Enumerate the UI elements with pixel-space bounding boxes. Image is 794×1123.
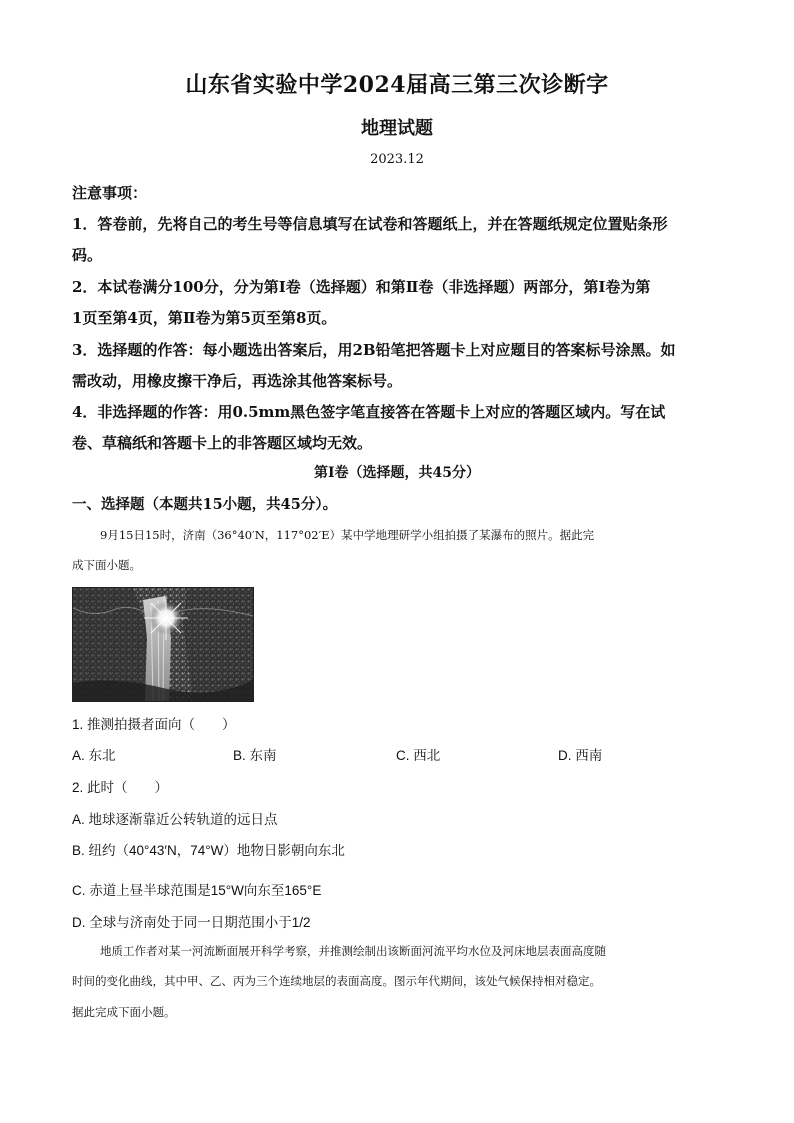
notice-line: 2．本试卷满分100分，分为第Ⅰ卷（选择题）和第Ⅱ卷（非选择题）两部分，第Ⅰ卷为第 bbox=[72, 278, 651, 296]
q1-stem: 1. 推测拍摄者面向（ ） bbox=[72, 717, 236, 732]
passage1-line: 成下面小题。 bbox=[72, 558, 141, 572]
notice-line: 需改动，用橡皮擦干净后，再选涂其他答案标号。 bbox=[72, 372, 403, 390]
passage2-line: 地质工作者对某一河流断面展开科学考察，并推测绘制出该断面河流平均水位及河床地层表面高度随 bbox=[100, 944, 606, 958]
notice-line: 1．答卷前，先将自己的考生号等信息填写在试卷和答题纸上，并在答题纸规定位置贴条形 bbox=[72, 215, 668, 233]
q1-option-d[interactable]: D. 西南 bbox=[558, 748, 603, 763]
q2-option-c[interactable]: C. 赤道上昼半球范围是15°W向东至165°E bbox=[72, 883, 322, 898]
q2-option-b[interactable]: B. 纽约（40°43′N，74°W）地物日影朝向东北 bbox=[72, 843, 345, 858]
notice-line: 4．非选择题的作答：用0.5mm黑色签字笔直接答在答题卡上对应的答题区域内。写在试 bbox=[72, 403, 666, 421]
q2-stem: 2. 此时（ ） bbox=[72, 780, 169, 795]
waterfall-photo-image bbox=[73, 588, 253, 701]
passage1-line: 9月15日15时，济南（36°40′N，117°02′E）某中学地理研学小组拍摄了某瀑布的照片。据此完 bbox=[100, 528, 595, 542]
notice-line: 卷、草稿纸和答题卡上的非答题区域均无效。 bbox=[72, 434, 373, 452]
exam-date: 2023.12 bbox=[370, 152, 424, 167]
notice-line: 3．选择题的作答：每小题选出答案后，用2B铅笔把答题卡上对应题目的答案标号涂黑。如 bbox=[72, 341, 676, 359]
q1-option-a[interactable]: A. 东北 bbox=[72, 748, 116, 763]
waterfall-photo bbox=[72, 587, 254, 702]
part-title: 一、选择题（本题共15小题，共45分）。 bbox=[72, 496, 338, 513]
notice-line: 1页至第4页，第Ⅱ卷为第5页至第8页。 bbox=[72, 309, 337, 327]
q1-option-b[interactable]: B. 东南 bbox=[233, 748, 277, 763]
section-title: 第Ⅰ卷（选择题，共45分） bbox=[313, 465, 481, 481]
passage2-line: 据此完成下面小题。 bbox=[72, 1005, 176, 1019]
notice-line: 码。 bbox=[72, 246, 103, 264]
q2-option-a[interactable]: A. 地球逐渐靠近公转轨道的远日点 bbox=[72, 812, 278, 827]
q2-option-d[interactable]: D. 全球与济南处于同一日期范围小于1/2 bbox=[72, 915, 311, 930]
q1-option-c[interactable]: C. 西北 bbox=[396, 748, 441, 763]
exam-subtitle: 地理试题 bbox=[361, 118, 433, 139]
passage2-line: 时间的变化曲线，其中甲、乙、丙为三个连续地层的表面高度。图示年代期间，该处气候保持相对稳定。 bbox=[72, 974, 601, 988]
exam-title: 山东省实验中学2024届高三第三次诊断字 bbox=[185, 72, 609, 98]
notice-heading: 注意事项： bbox=[72, 184, 148, 202]
